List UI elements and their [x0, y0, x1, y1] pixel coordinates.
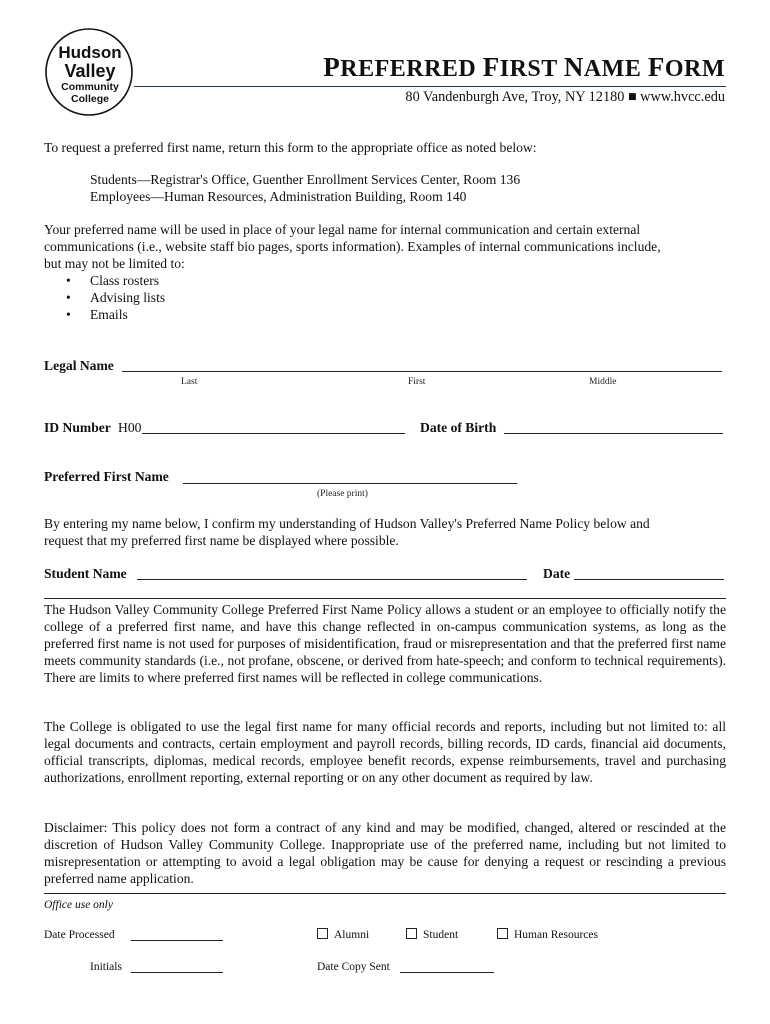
example-item: Advising lists — [90, 290, 166, 305]
legal-name-middle-label: Middle — [589, 377, 617, 387]
date-copy-sent-input-line[interactable] — [400, 972, 494, 973]
checkbox-icon[interactable] — [317, 928, 328, 939]
legal-name-first-label: First — [408, 377, 426, 387]
policy-divider — [44, 598, 726, 599]
bullet-icon: • — [66, 273, 71, 288]
legal-name-input-line[interactable] — [122, 371, 722, 372]
office-divider — [44, 893, 726, 894]
usage-line-3: but may not be limited to: — [44, 256, 185, 271]
form-title: PREFERRED FIRST NAME FORM — [323, 52, 725, 82]
bullet-icon: • — [66, 307, 71, 322]
confirm-line-1: By entering my name below, I confirm my understanding of Hudson Valley's Preferred Name Policy below and — [44, 516, 650, 531]
preferred-name-input-line[interactable] — [183, 483, 517, 484]
policy-paragraph: The Hudson Valley Community College Preferred First Name Policy allows a student or an employee to officially notify the college of a preferred first name, and have this change reflected in on-campus communication systems, as long as the preferred first name is not used for purposes of misidentification, fraud or misrepresentation and that the preferred first name meets community standards (i.e., not profane, obscene, or derived from hate-speech; and conform to technical requirements). There are limits to where preferred first names will be reflected in college communications. — [44, 602, 726, 685]
disclaimer-paragraph: Disclaimer: This policy does not form a contract of any kind and may be modified, changed, altered or rescinded at the discretion of Hudson Valley Community College. Inappropriate use of the preferred name, including but not limited to misrepresentation or attempting to avoid a legal obligation may be cause for denying a request or rescinding a previous preferred name application. — [44, 820, 726, 886]
logo-text: Valley — [64, 61, 116, 81]
preferred-name-hint: (Please print) — [317, 489, 368, 499]
office-employees: Employees—Human Resources, Administration Building, Room 140 — [90, 189, 467, 204]
policy-paragraph: The College is obligated to use the legal first name for many official records and reports, including but not limited to: all legal documents and contracts, certain employment and payroll records, billing records, ID cards, financial aid documents, official transcripts, diplomas, medical records, employee benefit records, expense reimbursements, travel and purchasing authorizations, enrollment reporting, external reporting or on any other document as required by law. — [44, 719, 726, 785]
student-name-input-line[interactable] — [137, 579, 527, 580]
logo-text: Community — [61, 81, 119, 93]
checkbox-human-resources[interactable]: Human Resources — [497, 927, 598, 944]
checkbox-student[interactable]: Student — [406, 927, 458, 944]
confirm-line-2: request that my preferred first name be displayed where possible. — [44, 533, 399, 548]
logo-text: Hudson — [58, 43, 122, 62]
example-item: Emails — [90, 307, 128, 322]
initials-label: Initials — [90, 961, 122, 973]
id-number-prefix: H00 — [118, 420, 142, 435]
id-number-label: ID Number — [44, 420, 111, 435]
hvcc-logo — [44, 27, 134, 117]
example-item: Class rosters — [90, 273, 160, 288]
header-divider — [134, 86, 726, 87]
office-use-heading: Office use only — [44, 899, 113, 911]
date-input-line[interactable] — [574, 579, 724, 580]
dob-input-line[interactable] — [504, 433, 723, 434]
legal-name-label: Legal Name — [44, 358, 114, 373]
date-processed-label: Date Processed — [44, 929, 115, 941]
office-students: Students—Registrar's Office, Guenther Enrollment Services Center, Room 136 — [90, 172, 521, 187]
college-address: 80 Vandenburgh Ave, Troy, NY 12180 ■ www.hvcc.edu — [405, 89, 725, 105]
date-label: Date — [543, 566, 571, 581]
legal-name-last-label: Last — [181, 377, 198, 387]
checkbox-icon[interactable] — [497, 928, 508, 939]
student-name-label: Student Name — [44, 566, 127, 581]
preferred-name-label: Preferred First Name — [44, 469, 169, 484]
instruction-text: To request a preferred first name, return this form to the appropriate office as noted below: — [44, 140, 537, 155]
date-processed-input-line[interactable] — [131, 940, 223, 941]
checkbox-icon[interactable] — [406, 928, 417, 939]
checkbox-alumni[interactable]: Alumni — [317, 927, 369, 944]
id-number-input-line[interactable] — [142, 433, 405, 434]
usage-line-2: communications (i.e., website staff bio pages, sports information). Examples of internal communications include, — [44, 239, 661, 254]
dob-label: Date of Birth — [420, 420, 497, 435]
initials-input-line[interactable] — [131, 972, 223, 973]
usage-line-1: Your preferred name will be used in place of your legal name for internal communication and certain external — [44, 222, 641, 237]
logo-text: College — [71, 93, 109, 105]
date-copy-sent-label: Date Copy Sent — [317, 961, 390, 973]
bullet-icon: • — [66, 290, 71, 305]
